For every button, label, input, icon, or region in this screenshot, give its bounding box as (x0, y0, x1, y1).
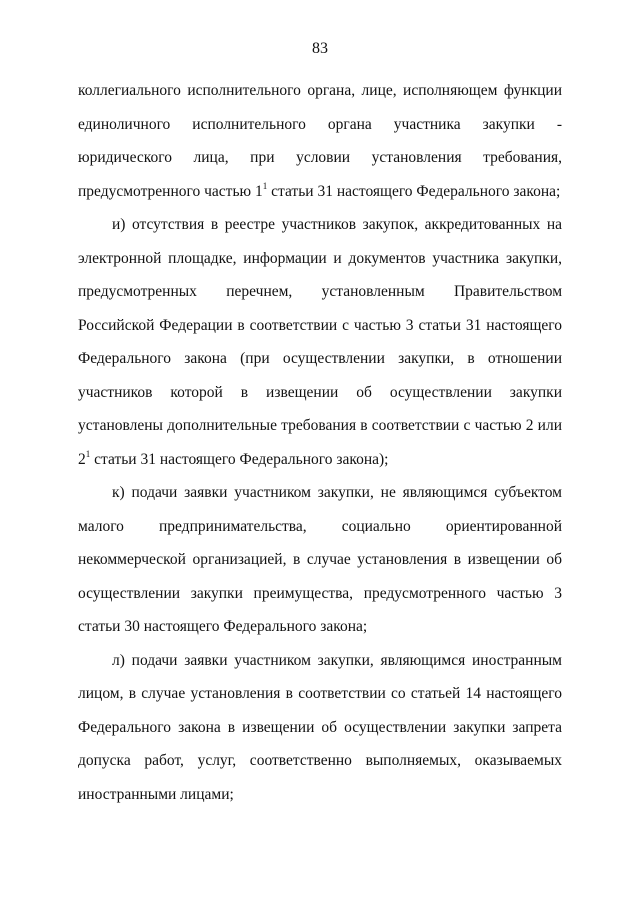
paragraph-continuation (78, 74, 562, 208)
paragraph-text: статьи 31 настоящего Федерального закона); (90, 450, 389, 468)
paragraph-item-l: л) подачи заявки участником закупки, являющимся иностранным лицом, в случае установления в соответствии со статьей 14 настоящего Федерального закона в извещении об осуществлении закупки запрета допуска работ, услуг, соответственно выполняемых, оказываемых иностранными лицами; (78, 651, 562, 803)
document-body (78, 74, 562, 811)
superscript-mark: 1 (85, 448, 91, 459)
paragraph-item-k: к) подачи заявки участником закупки, не являющимся субъектом малого предпринимательства, социально ориентированной некоммерческой организацией, в случае установления в извещении об осуществлении закупки преимущества, предусмотренного частью 3 статьи 30 настоящего Федерального закона; (78, 484, 562, 635)
page-number: 83 (312, 40, 328, 57)
superscript-mark: 1 (262, 180, 268, 191)
paragraph-item-i (78, 208, 562, 476)
paragraph-text: статьи 31 настоящего Федерального закона; (267, 182, 561, 200)
paragraph-text: коллегиального исполнительного органа, лице, исполняющем функции единоличного исполнительного органа участника закупки - юридического лица, при условии установления требования, предусмотренного частью 1 (78, 82, 562, 200)
paragraph-text: и) отсутствия в реестре участников закупок, аккредитованных на электронной площадке, информации и документов участника закупки, предусмотренных перечнем, установленным Правительством Российской Федерации в соответствии с частью 3 статьи 31 настоящего Федерального закона (при осуществлении закупки, в отношении участников которой в извещении об осуществлении закупки установлены дополнительные требования в соответствии с частью 2 или 2 (78, 216, 562, 468)
